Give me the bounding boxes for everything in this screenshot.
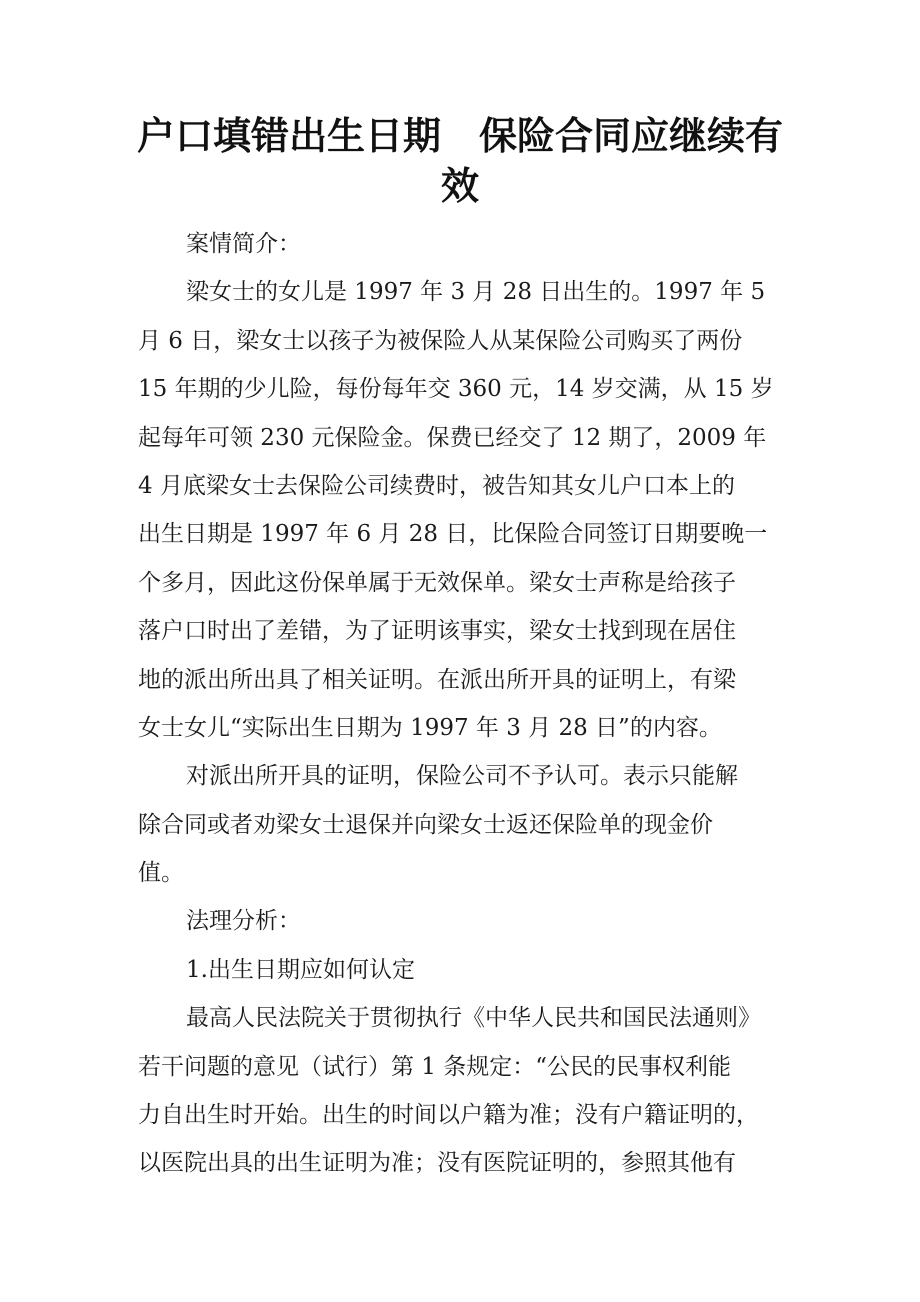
paragraph-insurer-response <box>138 752 788 897</box>
paragraph-line: 地的派出所出具了相关证明。在派出所开具的证明上，有梁 <box>138 666 736 693</box>
document-body <box>138 220 788 1188</box>
paragraph-line: 个多月，因此这份保单属于无效保单。梁女士声称是给孩子 <box>138 569 736 596</box>
document-title: 户口填错出生日期 保险合同应继续有 <box>136 114 783 158</box>
paragraph-line: 15 年期的少儿险，每份每年交 360 元，14 岁交满，从 15 岁 <box>138 376 774 403</box>
paragraph-line: 除合同或者劝梁女士退保并向梁女士返还保险单的现金价 <box>138 811 713 838</box>
paragraph-legal-provision <box>138 994 788 1188</box>
paragraph-line: 力自出生时开始。出生的时间以户籍为准；没有户籍证明的， <box>138 1102 759 1129</box>
paragraph-case-facts <box>138 268 788 752</box>
section-heading-legal-analysis: 法理分析： <box>186 908 301 935</box>
document-title-continued: 效 <box>440 164 479 208</box>
paragraph-line: 对派出所开具的证明，保险公司不予认可。表示只能解 <box>186 763 738 790</box>
paragraph-line: 4 月底梁女士去保险公司续费时，被告知其女儿户口本上的 <box>138 472 735 499</box>
paragraph-line: 出生日期是 1997 年 6 月 28 日，比保险合同签订日期要晚一 <box>138 521 768 548</box>
paragraph-line: 最高人民法院关于贯彻执行《中华人民共和国民法通则》 <box>186 1005 761 1032</box>
subsection-heading-birthdate: 1.出生日期应如何认定 <box>186 956 415 983</box>
paragraph-line: 以医院出具的出生证明为准；没有医院证明的，参照其他有 <box>138 1150 736 1177</box>
paragraph-line: 若干问题的意见（试行）第 1 条规定：“公民的民事权利能 <box>138 1053 732 1080</box>
paragraph-line: 落户口时出了差错，为了证明该事实，梁女士找到现在居住 <box>138 618 736 645</box>
paragraph-line: 起每年可领 230 元保险金。保费已经交了 12 期了，2009 年 <box>138 424 767 451</box>
paragraph-line: 月 6 日，梁女士以孩子为被保险人从某保险公司购买了两份 <box>138 327 743 354</box>
paragraph-line: 梁女士的女儿是 1997 年 3 月 28 日出生的。1997 年 5 <box>186 279 766 306</box>
paragraph-line: 值。 <box>138 860 184 887</box>
paragraph-line: 女士女儿“实际出生日期为 1997 年 3 月 28 日”的内容。 <box>138 714 722 741</box>
section-heading-case-summary: 案情简介： <box>186 231 301 257</box>
